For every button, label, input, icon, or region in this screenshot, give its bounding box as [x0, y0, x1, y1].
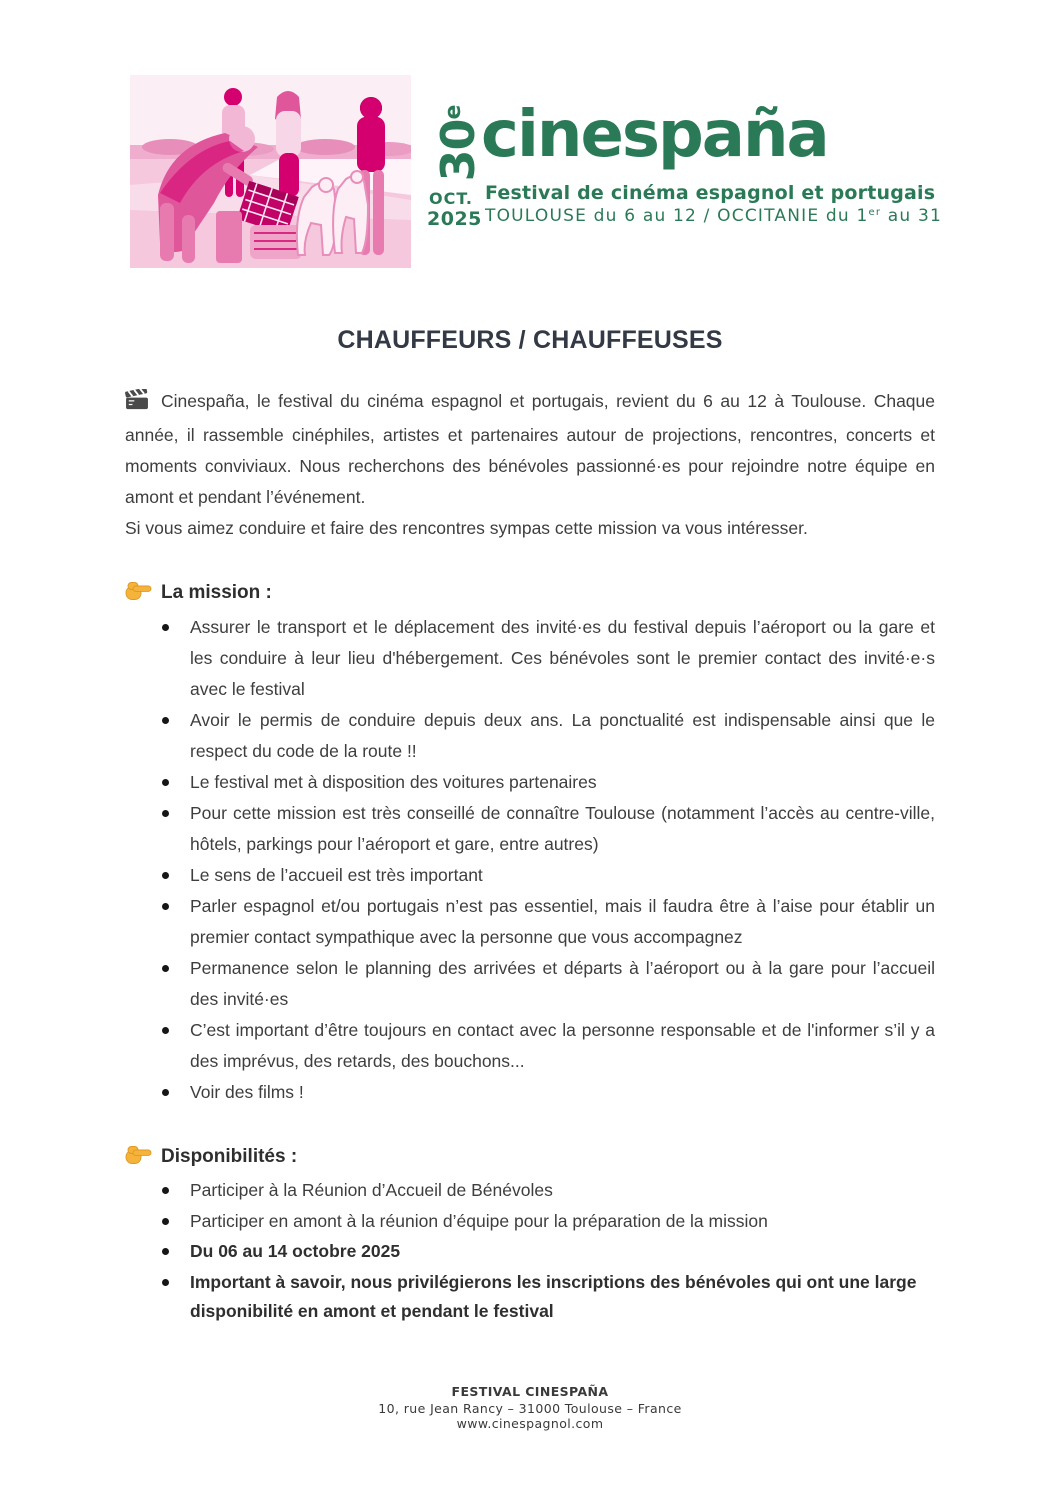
list-item: Participer en amont à la réunion d’équipe pour la préparation de la mission [125, 1207, 935, 1237]
mission-list [125, 612, 935, 1108]
list-item: C’est important d’être toujours en contact avec la personne responsable et de l'informer s’il y a des imprévus, des retards, des bouchons... [125, 1015, 935, 1077]
list-item: Pour cette mission est très conseillé de connaître Toulouse (notamment l’accès au centre-ville, hôtels, parkings pour l’aéroport et gare, entre autres) [125, 798, 935, 860]
list-item: Du 06 au 14 octobre 2025 [125, 1237, 935, 1267]
list-item: Parler espagnol et/ou portugais n’est pas essentiel, mais il faudra être à l’aise pour établir un premier contact sympathique avec la personne que vous accompagnez [125, 891, 935, 953]
document-content [125, 326, 935, 1328]
dispo-list [125, 1176, 935, 1327]
intro-text: Cinespaña, le festival du cinéma espagnol et portugais, revient du 6 au 12 à Toulouse. Chaque année, il rassemble cinéphiles, artistes et partenaires autour de projections, rencontres, concerts et moments conviviaux. Nous recherchons des bénévoles passionné·es pour rejoindre notre équipe en amont et pendant l’événement. [125, 391, 935, 507]
intro-paragraph-2: Si vous aimez conduire et faire des rencontres sympas cette mission va vous intéresser. [125, 518, 808, 538]
edition-number-rotated: 30e [431, 104, 485, 182]
list-item: Avoir le permis de conduire depuis deux ans. La ponctualité est indispensable ainsi que le respect du code de la route !! [125, 705, 935, 767]
list-item: Le sens de l’accueil est très important [125, 860, 935, 891]
dispo-section-heading [125, 1143, 935, 1171]
duotone-photo-illustration [130, 75, 411, 268]
page-title: CHAUFFEURS / CHAUFFEUSES [337, 326, 723, 354]
footer-festival-name: FESTIVAL CINESPAÑA [451, 1384, 609, 1399]
festival-header-photo [130, 75, 411, 268]
festival-dates-line: TOULOUSE du 6 au 12 / OCCITANIE du 1er au 31 [485, 206, 942, 226]
logo-year: 2025 [427, 208, 482, 230]
festival-logo-wordmark: cinespaña [481, 98, 828, 172]
footer-website-link[interactable]: www.cinespagnol.com [456, 1416, 604, 1431]
page-footer [0, 1384, 1060, 1431]
list-item: Assurer le transport et le déplacement des invité·es du festival depuis l’aéroport ou la gare et les conduire à leur lieu d'hébergement. Ces bénévoles sont le premier contact des invité·e·s avec le festival [125, 612, 935, 705]
pointing-right-hand-icon [125, 579, 152, 607]
mission-section-heading [125, 579, 935, 607]
clapperboard-icon [125, 389, 149, 420]
list-item: Participer à la Réunion d’Accueil de Bénévoles [125, 1176, 935, 1206]
pointing-right-hand-icon [125, 1143, 152, 1171]
intro-paragraph [125, 386, 935, 513]
list-item: Important à savoir, nous privilégierons les inscriptions des bénévoles qui ont une large disponibilité en amont et pendant le festival [125, 1268, 935, 1327]
list-item: Le festival met à disposition des voitures partenaires [125, 767, 935, 798]
list-item: Permanence selon le planning des arrivées et départs à l’aéroport ou à la gare pour l’accueil des invité·es [125, 953, 935, 1015]
logo-month: OCT. [429, 189, 473, 208]
festival-tagline: Festival de cinéma espagnol et portugais [485, 182, 936, 204]
list-item: Voir des films ! [125, 1077, 935, 1108]
dispo-heading-label: Disponibilités : [161, 1146, 298, 1167]
mission-heading-label: La mission : [161, 582, 272, 603]
footer-address: 10, rue Jean Rancy – 31000 Toulouse – France [378, 1401, 682, 1416]
